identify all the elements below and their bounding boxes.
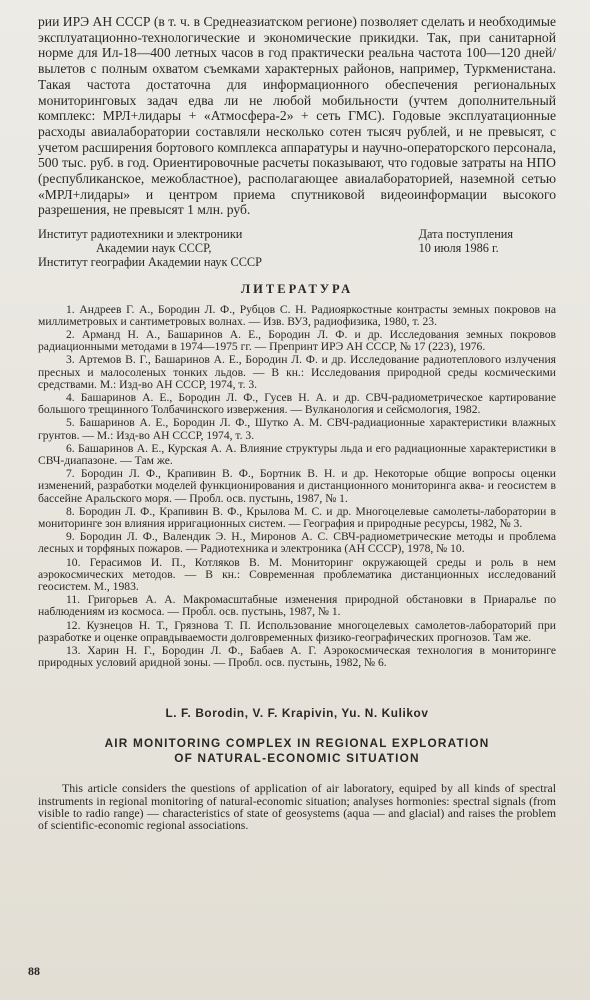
reference-item: 1. Андреев Г. А., Бородин Л. Ф., Рубцов С. Н. Радиояркостные контрасты земных покровов на миллиметровых и сантиметровых волнах. — Изв. ВУЗ, радиофизика, 1980, т. 23. (38, 302, 556, 328)
received-date-block (401, 228, 556, 269)
reference-list (38, 304, 556, 670)
affiliation-line-3: Институт географии Академии наук СССР (38, 254, 262, 269)
reference-item: 10. Герасимов И. П., Котляков В. М. Мониторинг окружающей среды и роль в нем аэрокосмических методов. — В кн.: Современная проблематика дистанционных исследований геосистем. М., 1983. (38, 555, 556, 593)
reference-item: 12. Кузнецов Н. Т., Грязнова Т. П. Использование многоцелевых самолетов-лабораторий при разработке и оценке оправдываемости долговременных физико-географических прогнозов. Там же. (38, 618, 556, 644)
reference-item: 8. Бородин Л. Ф., Крапивин В. Ф., Крылова М. С. и др. Многоцелевые самолеты-лаборатории в мониторинге зон влияния ирригационных систем. — География и природные ресурсы, 1982, № 3. (38, 504, 556, 530)
reference-item: 4. Башаринов А. Е., Бородин Л. Ф., Гусев Н. А. и др. СВЧ-радиометрическое картирование большого трещинного Толбачинского извержения. — Вулканология и сейсмология, 1982. (38, 390, 556, 417)
english-title (38, 736, 556, 766)
reference-item: 6. Башаринов А. Е., Курская А. А. Влияние структуры льда и его радиационные характеристики в СВЧ-диапазоне. — Там же. (38, 441, 556, 467)
received-date: 10 июля 1986 г. (418, 240, 499, 255)
affiliation-line-2: Академии наук СССР, (96, 240, 212, 255)
reference-item: 5. Башаринов А. Е., Бородин Л. Ф., Шутко А. М. СВЧ-радиационные характеристики влажных грунтов. — М.: Изд-во АН СССР, 1974, т. 3. (38, 416, 556, 442)
reference-item: 7. Бородин Л. Ф., Крапивин В. Ф., Бортник В. Н. и др. Некоторые общие вопросы оценки изменений, разработки моделей функционирования и дистанционного мониторинга аква- и геосистем в бассейне Аральского моря. — Пробл. осв. пустынь, 1987, № 1. (38, 467, 556, 505)
reference-item: 13. Харин Н. Г., Бородин Л. Ф., Бабаев А. Г. Аэрокосмическая технология в мониторинге природных условий аридной зоны. — Пробл. осв. пустынь, 1982, № 6. (38, 644, 556, 670)
affiliation-line-1: Институт радиотехники и электроники (38, 227, 243, 242)
affiliation-institutes (38, 228, 390, 269)
page-number: 88 (28, 964, 40, 978)
english-abstract: This article considers the questions of application of air laboratory, equiped by all kinds of spectral instruments in regional monitoring of natural-economic situation; analyses hormonies: spectral signals (from visible to radio range) — characteristics of state of geosystems (aqua — and glacial) and raises the problem of scientific-economic regional associations. (38, 781, 556, 832)
english-title-line-1: AIR MONITORING COMPLEX IN REGIONAL EXPLORATION (104, 736, 490, 751)
english-authors: L. F. Borodin, V. F. Krapivin, Yu. N. Kulikov (165, 706, 429, 721)
reference-item: 2. Арманд Н. А., Башаринов А. Е., Бородин Л. Ф. и др. Исследования земных покровов радиационными методами в 1974—1975 гг. — Препринт ИРЭ АН СССР, № 17 (223), 1976. (38, 327, 556, 354)
reference-item: 3. Артемов В. Г., Башаринов А. Е., Бородин Л. Ф. и др. Исследование радиотеплового излучения пресных и малосоленых тонких льдов. — В кн.: Исследования природной среды космическими средствами. М.: Изд-во АН СССР, 1974, т. 3. (38, 353, 556, 391)
received-label: Дата поступления (418, 227, 514, 242)
literature-heading: ЛИТЕРАТУРА (240, 281, 354, 296)
affiliation-block (38, 228, 556, 269)
reference-item: 9. Бородин Л. Ф., Валендик Э. Н., Миронов А. С. СВЧ-радиометрические методы и проблема лесных и торфяных пожаров. — Радиотехника и электроника (АН СССР), 1978, № 10. (38, 530, 556, 556)
body-paragraph: рии ИРЭ АН СССР (в т. ч. в Среднеазиатском регионе) позволяет сделать и необходимые эксплуатационно-технологические и экономические прикидки. Так, при санитарной норме для Ил-18—400 летных часов в год практически реальна частота 100—120 дней/вылетов с полным охватом съемками характерных районов, например, Туркменистана. Такая частота достаточна для информационного обеспечения региональных мониторинговых задач едва ли не любой мобильности (учтем дополнительный комплекс: МРЛ+лидары + «Атмосфера-2» + сеть ГМС). Годовые эксплуатационные расходы авиалаборатории составляли несколько сотен тысяч рублей, и не превысят, с учетом расширения бортового комплекса аппаратуры и научно-операторского персонала, 500 тыс. руб. в год. Ориентировочные расчеты показывают, что годовые затраты на НПО (республиканское, межобластное), располагающее авиалабораторией, наземной сетью «МРЛ+лидары» и центром приема спутниковой видеоинформации высокого разрешения, не превысят 1 млн. руб. (38, 14, 556, 218)
english-title-line-2: OF NATURAL-ECONOMIC SITUATION (174, 751, 420, 766)
reference-item: 11. Григорьев А. А. Макромасштабные изменения природной обстановки в Приаралье по наблюдениям из космоса. — Пробл. осв. пустынь, 1987, № 1. (38, 593, 556, 619)
